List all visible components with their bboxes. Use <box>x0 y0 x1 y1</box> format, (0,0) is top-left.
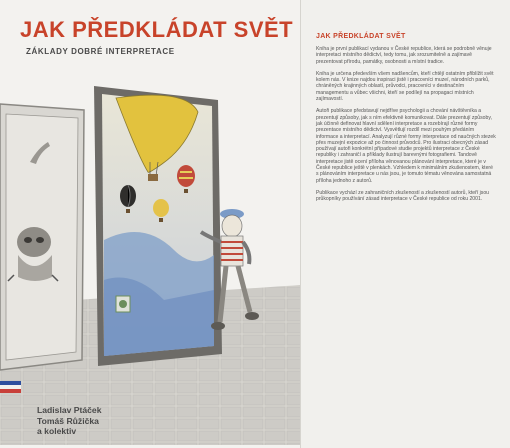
blurb-paragraph: Kniha je první publikací vydanou v České republice, která se podrobně věnuje interpretaci místního dědictví, tedy tomu, jak srozumitelně a zajímavě prezentovat přírodu, památky, osobnosti a místní tradice. <box>316 46 492 65</box>
cover-subtitle: ZÁKLADY DOBRÉ INTERPRETACE <box>26 47 175 56</box>
authors <box>37 405 102 437</box>
blurb-paragraph: Autoři publikace představují nejdříve psychologii a chování návštěvníka a prezentují způsoby, jak s ním efektivně komunikovat. Dále prezentují způsoby, jak účinně definovat hlavní sdělení interpretace a rozebírají různé formy prezentace místního dědictví. Vysvětlují rozdíl mezi pouhým předáním informace a interpretací. Analyzují různé formy interpretace od naučných stezek přes muzejní expozice až po činnost průvodců. Pro ilustraci obecných zásad používají autoři konkrétní případové studie projektů interpretace z České republiky i zahraničí a příklady ilustrují barevnými fotografiemi. Tandově interpretace jistě ocení příloha věnovanou plánování interpretace, které je v České republice ještě v plenkách. Vzhledem k minimálním zkušenostem, které s plánováním interpretace u nás jsou, je tomuto tématu věnována samostatná příloha jednoho z autorů. <box>316 108 496 184</box>
cover-illustration <box>0 70 300 445</box>
blurb-paragraph: Kniha je určena především všem nadšencům, kteří chtějí ostatním přiblížit svět kolem nás. V knize najdou inspiraci jistě i pracovníci muzeí, národních parků, chráněných krajinných oblastí, průvodci, pracovníci v destinačním managementu a vůbec všichni, kteří se podílejí na propagaci místních zajímavostí. <box>316 70 494 103</box>
blurb-text <box>316 46 496 209</box>
back-cover <box>300 0 510 448</box>
blurb-paragraph: Publikace vychází ze zahraničních zkušeností a zkušeností autorů, kteří jsou průkopníky používání zásad interpretace v České republice od roku 2001. <box>316 189 489 203</box>
author-name: Tomáš Růžička <box>37 415 99 426</box>
author-name: Ladislav Ptáček <box>37 405 102 415</box>
czech-flag-stripe <box>0 381 21 393</box>
cover-title: JAK PŘEDKLÁDAT SVĚT <box>20 17 294 42</box>
back-cover-title: JAK PŘEDKLÁDAT SVĚT <box>316 33 406 40</box>
author-collective: a kolektiv <box>37 426 77 436</box>
